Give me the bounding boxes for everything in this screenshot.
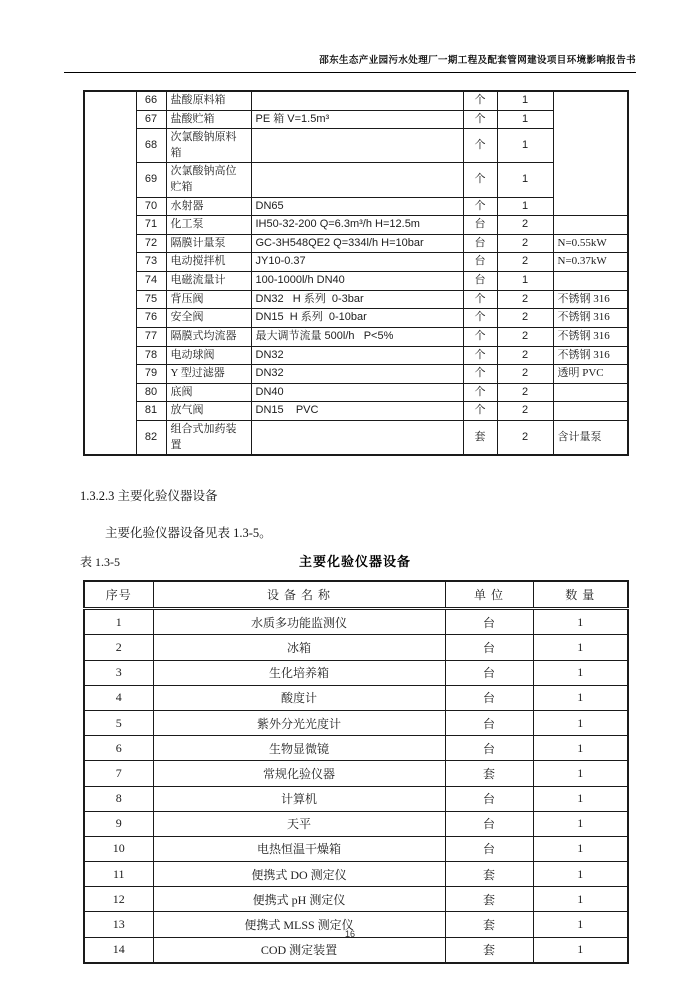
remark-cell: 不锈钢 316 xyxy=(553,327,628,346)
equipment-row xyxy=(84,91,628,110)
equipment-row xyxy=(84,197,628,216)
equipment-row xyxy=(84,309,628,328)
lab-table-header-row xyxy=(84,581,628,609)
equipment-name-cell: 放气阀 xyxy=(166,402,251,421)
equipment-row xyxy=(84,346,628,365)
row-number-cell: 77 xyxy=(136,327,166,346)
row-number-cell: 81 xyxy=(136,402,166,421)
remark-cell: 不锈钢 316 xyxy=(553,309,628,328)
spec-cell: JY10-0.37 xyxy=(251,253,463,272)
equipment-row xyxy=(84,163,628,197)
quantity-cell: 1 xyxy=(533,609,628,635)
unit-cell: 台 xyxy=(445,710,533,735)
equipment-table-body xyxy=(84,91,628,455)
remark-cell xyxy=(553,272,628,291)
equipment-row xyxy=(84,129,628,163)
unit-cell: 个 xyxy=(463,197,497,216)
equipment-row xyxy=(84,272,628,291)
unit-cell: 个 xyxy=(463,383,497,402)
lab-instruments-table xyxy=(83,580,629,964)
equipment-name-cell: 电动搅拌机 xyxy=(166,253,251,272)
lab-instrument-row xyxy=(84,811,628,836)
instrument-name-cell: 酸度计 xyxy=(153,685,445,710)
row-number-cell: 13 xyxy=(84,912,153,937)
instrument-name-cell: 天平 xyxy=(153,811,445,836)
unit-cell: 个 xyxy=(463,163,497,197)
quantity-cell: 2 xyxy=(497,253,553,272)
quantity-cell: 2 xyxy=(497,327,553,346)
equipment-name-cell: 电动球阀 xyxy=(166,346,251,365)
quantity-cell: 2 xyxy=(497,290,553,309)
instrument-name-cell: 生化培养箱 xyxy=(153,660,445,685)
instrument-name-cell: 水质多功能监测仪 xyxy=(153,609,445,635)
row-number-cell: 80 xyxy=(136,383,166,402)
row-number-cell: 79 xyxy=(136,365,166,384)
lab-table-body xyxy=(84,609,628,963)
equipment-table xyxy=(83,90,629,456)
quantity-cell: 1 xyxy=(497,197,553,216)
quantity-cell: 1 xyxy=(533,887,628,912)
remark-cell: 透明 PVC xyxy=(553,365,628,384)
unit-cell: 个 xyxy=(463,365,497,384)
row-number-cell: 74 xyxy=(136,272,166,291)
row-number-cell: 1 xyxy=(84,609,153,635)
unit-cell: 个 xyxy=(463,91,497,110)
quantity-cell: 1 xyxy=(497,91,553,110)
remark-cell: N=0.55kW xyxy=(553,234,628,253)
section-heading: 1.3.2.3 主要化验仪器设备 xyxy=(80,489,218,504)
instrument-name-cell: 便携式 MLSS 测定仪 xyxy=(153,912,445,937)
table-title: 主要化验仪器设备 xyxy=(298,554,411,570)
unit-cell: 台 xyxy=(463,234,497,253)
remark-merged-cell xyxy=(553,91,628,216)
equipment-row xyxy=(84,253,628,272)
quantity-cell: 1 xyxy=(533,862,628,887)
quantity-cell: 2 xyxy=(497,420,553,455)
instrument-name-cell: 紫外分光光度计 xyxy=(153,710,445,735)
instrument-name-cell: COD 测定装置 xyxy=(153,937,445,963)
row-number-cell: 8 xyxy=(84,786,153,811)
unit-cell: 个 xyxy=(463,309,497,328)
unit-cell: 套 xyxy=(445,937,533,963)
quantity-cell: 1 xyxy=(497,129,553,163)
equipment-row xyxy=(84,383,628,402)
equipment-name-cell: 背压阀 xyxy=(166,290,251,309)
header-cell-qty: 数 量 xyxy=(533,581,628,609)
instrument-name-cell: 冰箱 xyxy=(153,635,445,660)
header-rule xyxy=(64,72,636,73)
intro-paragraph: 主要化验仪器设备见表 1.3-5。 xyxy=(105,526,272,541)
unit-cell: 台 xyxy=(445,609,533,635)
row-number-cell: 69 xyxy=(136,163,166,197)
equipment-name-cell: 盐酸贮箱 xyxy=(166,110,251,129)
unit-cell: 套 xyxy=(445,761,533,786)
row-number-cell: 3 xyxy=(84,660,153,685)
spec-cell: 100-1000l/h DN40 xyxy=(251,272,463,291)
spec-cell: 最大调节流量 500l/h P<5% xyxy=(251,327,463,346)
header-cell-unit: 单 位 xyxy=(445,581,533,609)
row-number-cell: 4 xyxy=(84,685,153,710)
table-caption xyxy=(80,551,627,571)
row-number-cell: 75 xyxy=(136,290,166,309)
row-number-cell: 10 xyxy=(84,836,153,861)
equipment-name-cell: 次氯酸钠原料箱 xyxy=(166,129,251,163)
quantity-cell: 1 xyxy=(533,937,628,963)
lab-instrument-row xyxy=(84,887,628,912)
instrument-name-cell: 计算机 xyxy=(153,786,445,811)
quantity-cell: 1 xyxy=(533,836,628,861)
unit-cell: 台 xyxy=(463,216,497,235)
equipment-name-cell: 隔膜计量泵 xyxy=(166,234,251,253)
row-number-cell: 11 xyxy=(84,862,153,887)
spec-cell xyxy=(251,420,463,455)
equipment-name-cell: 组合式加药装置 xyxy=(166,420,251,455)
spec-cell: GC-3H548QE2 Q=334l/h H=10bar xyxy=(251,234,463,253)
header-cell-no: 序号 xyxy=(84,581,153,609)
row-number-cell: 71 xyxy=(136,216,166,235)
quantity-cell: 2 xyxy=(497,216,553,235)
equipment-name-cell: 隔膜式均流器 xyxy=(166,327,251,346)
quantity-cell: 1 xyxy=(533,912,628,937)
row-number-cell: 7 xyxy=(84,761,153,786)
unit-cell: 套 xyxy=(445,887,533,912)
equipment-name-cell: 底阀 xyxy=(166,383,251,402)
table-label: 表 1.3-5 xyxy=(80,555,120,570)
instrument-name-cell: 便携式 pH 测定仪 xyxy=(153,887,445,912)
quantity-cell: 2 xyxy=(497,234,553,253)
equipment-row xyxy=(84,402,628,421)
unit-cell: 个 xyxy=(463,129,497,163)
unit-cell: 台 xyxy=(445,736,533,761)
quantity-cell: 2 xyxy=(497,402,553,421)
quantity-cell: 1 xyxy=(533,811,628,836)
spec-cell: DN40 xyxy=(251,383,463,402)
equipment-name-cell: 水射器 xyxy=(166,197,251,216)
quantity-cell: 1 xyxy=(497,110,553,129)
unit-cell: 台 xyxy=(445,635,533,660)
instrument-name-cell: 生物显微镜 xyxy=(153,736,445,761)
quantity-cell: 2 xyxy=(497,365,553,384)
equipment-name-cell: 安全阀 xyxy=(166,309,251,328)
spec-cell: PE 箱 V=1.5m³ xyxy=(251,110,463,129)
equipment-name-cell: 化工泵 xyxy=(166,216,251,235)
unit-cell: 套 xyxy=(445,912,533,937)
lab-instrument-row xyxy=(84,609,628,635)
lab-instrument-row xyxy=(84,736,628,761)
row-number-cell: 14 xyxy=(84,937,153,963)
header-cell-name: 设 备 名 称 xyxy=(153,581,445,609)
unit-cell: 台 xyxy=(445,685,533,710)
row-number-cell: 5 xyxy=(84,710,153,735)
equipment-name-cell: 次氯酸钠高位贮箱 xyxy=(166,163,251,197)
lab-instrument-row xyxy=(84,710,628,735)
lab-instrument-row xyxy=(84,836,628,861)
equipment-name-cell: 盐酸原料箱 xyxy=(166,91,251,110)
spec-cell: DN32 H 系列 0-3bar xyxy=(251,290,463,309)
row-number-cell: 70 xyxy=(136,197,166,216)
document-header-title: 邵东生态产业园污水处理厂一期工程及配套管网建设项目环境影响报告书 xyxy=(319,56,636,66)
category-merged-cell xyxy=(84,91,136,455)
equipment-row xyxy=(84,365,628,384)
spec-cell: DN32 xyxy=(251,346,463,365)
quantity-cell: 1 xyxy=(533,786,628,811)
equipment-row xyxy=(84,327,628,346)
remark-cell xyxy=(553,216,628,235)
unit-cell: 套 xyxy=(445,862,533,887)
instrument-name-cell: 便携式 DO 测定仪 xyxy=(153,862,445,887)
quantity-cell: 1 xyxy=(497,272,553,291)
unit-cell: 台 xyxy=(463,253,497,272)
unit-cell: 台 xyxy=(463,272,497,291)
equipment-row xyxy=(84,216,628,235)
quantity-cell: 1 xyxy=(497,163,553,197)
instrument-name-cell: 常规化验仪器 xyxy=(153,761,445,786)
quantity-cell: 1 xyxy=(533,736,628,761)
quantity-cell: 1 xyxy=(533,761,628,786)
unit-cell: 套 xyxy=(463,420,497,455)
quantity-cell: 2 xyxy=(497,309,553,328)
equipment-row xyxy=(84,110,628,129)
spec-cell xyxy=(251,91,463,110)
unit-cell: 个 xyxy=(463,402,497,421)
unit-cell: 台 xyxy=(445,811,533,836)
quantity-cell: 2 xyxy=(497,346,553,365)
row-number-cell: 12 xyxy=(84,887,153,912)
unit-cell: 台 xyxy=(445,660,533,685)
row-number-cell: 9 xyxy=(84,811,153,836)
lab-instrument-row xyxy=(84,635,628,660)
remark-cell: 含计量泵 xyxy=(553,420,628,455)
remark-cell xyxy=(553,402,628,421)
quantity-cell: 2 xyxy=(497,383,553,402)
unit-cell: 个 xyxy=(463,290,497,309)
unit-cell: 台 xyxy=(445,836,533,861)
lab-instrument-row xyxy=(84,761,628,786)
unit-cell: 个 xyxy=(463,346,497,365)
row-number-cell: 73 xyxy=(136,253,166,272)
spec-cell: DN32 xyxy=(251,365,463,384)
row-number-cell: 68 xyxy=(136,129,166,163)
equipment-row xyxy=(84,234,628,253)
equipment-row xyxy=(84,420,628,455)
lab-instrument-row xyxy=(84,786,628,811)
lab-instrument-row xyxy=(84,862,628,887)
spec-cell: DN15 H 系列 0-10bar xyxy=(251,309,463,328)
spec-cell: IH50-32-200 Q=6.3m³/h H=12.5m xyxy=(251,216,463,235)
row-number-cell: 66 xyxy=(136,91,166,110)
remark-cell: 不锈钢 316 xyxy=(553,290,628,309)
row-number-cell: 72 xyxy=(136,234,166,253)
row-number-cell: 2 xyxy=(84,635,153,660)
quantity-cell: 1 xyxy=(533,635,628,660)
spec-cell: DN65 xyxy=(251,197,463,216)
unit-cell: 个 xyxy=(463,327,497,346)
row-number-cell: 67 xyxy=(136,110,166,129)
unit-cell: 台 xyxy=(445,786,533,811)
lab-instrument-row xyxy=(84,937,628,963)
spec-cell: DN15 PVC xyxy=(251,402,463,421)
lab-instrument-row xyxy=(84,685,628,710)
row-number-cell: 76 xyxy=(136,309,166,328)
quantity-cell: 1 xyxy=(533,660,628,685)
equipment-row xyxy=(84,290,628,309)
equipment-name-cell: 电磁流量计 xyxy=(166,272,251,291)
instrument-name-cell: 电热恒温干燥箱 xyxy=(153,836,445,861)
spec-cell xyxy=(251,163,463,197)
equipment-name-cell: Y 型过滤器 xyxy=(166,365,251,384)
page-number: 16 xyxy=(344,929,355,939)
row-number-cell: 6 xyxy=(84,736,153,761)
spec-cell xyxy=(251,129,463,163)
remark-cell xyxy=(553,383,628,402)
remark-cell: N=0.37kW xyxy=(553,253,628,272)
lab-instrument-row xyxy=(84,660,628,685)
row-number-cell: 78 xyxy=(136,346,166,365)
quantity-cell: 1 xyxy=(533,710,628,735)
remark-cell: 不锈钢 316 xyxy=(553,346,628,365)
unit-cell: 个 xyxy=(463,110,497,129)
quantity-cell: 1 xyxy=(533,685,628,710)
row-number-cell: 82 xyxy=(136,420,166,455)
